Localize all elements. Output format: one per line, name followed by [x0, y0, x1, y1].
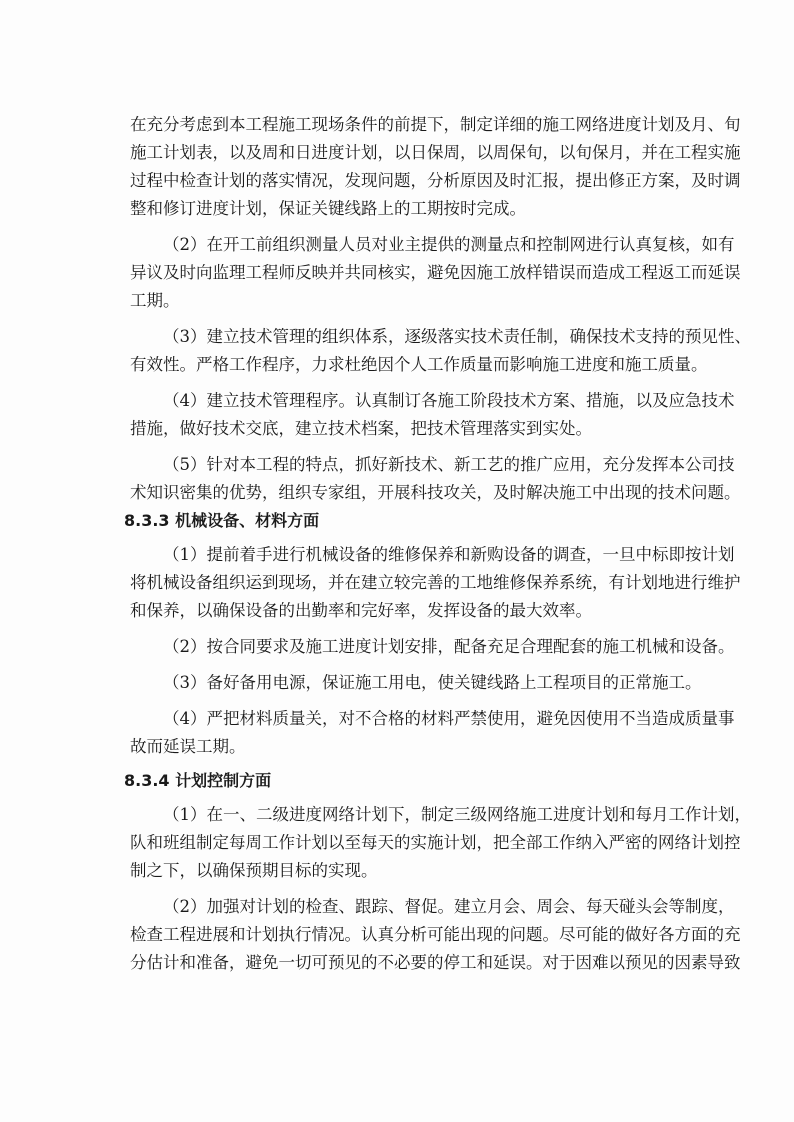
text-line: 异议及时向监理工程师反映并共同核实，避免因施工放样错误而造成工程返工而延误: [130, 263, 741, 282]
text-line: 有效性。严格工作程序，力求杜绝因个人工作质量而影响施工进度和施工质量。: [130, 355, 708, 374]
text-line: 措施，做好技术交底，建立技术档案，把技术管理落实到实处。: [130, 419, 592, 438]
paragraph: [130, 893, 741, 977]
text-line: （1）提前着手进行机械设备的维修保养和新购设备的调查，一旦中标即按计划: [163, 545, 735, 564]
paragraph: [130, 801, 751, 885]
text-line: （4）严把材料质量关，对不合格的材料严禁使用，避免因使用不当造成质量事: [163, 709, 735, 728]
text-line: （2）在开工前组织测量人员对业主提供的测量点和控制网进行认真复核，如有: [163, 235, 735, 254]
paragraph: [130, 451, 741, 507]
text-line: 队和班组制定每周工作计划以至每天的实施计划，把全部工作纳入严密的网络计划控: [130, 833, 741, 852]
text-line: （4）建立技术管理程序。认真制订各施工阶段技术方案、措施，以及应急技术: [163, 391, 735, 410]
text-line: （1）在一、二级进度网络计划下，制定三级网络施工进度计划和每月工作计划，: [163, 805, 751, 824]
paragraph: [130, 323, 751, 379]
paragraph: [130, 541, 741, 625]
text-line: （2）按合同要求及施工进度计划安排，配备充足合理配套的施工机械和设备。: [163, 637, 735, 656]
text-line: 整和修订进度计划，保证关键线路上的工期按时完成。: [130, 199, 526, 218]
paragraph: [130, 387, 735, 443]
section-heading: 8.3.3 机械设备、材料方面: [124, 511, 320, 530]
paragraph: [130, 669, 702, 697]
text-line: （3）备好备用电源，保证施工用电，使关键线路上工程项目的正常施工。: [163, 673, 702, 692]
section-heading: 8.3.4 计划控制方面: [124, 771, 272, 790]
paragraph: [130, 111, 741, 223]
text-line: 分估计和准备，避免一切可预见的不必要的停工和延误。对于因难以预见的因素导致: [130, 953, 741, 972]
paragraph: [130, 705, 735, 761]
text-line: 制之下，以确保预期目标的实现。: [130, 861, 378, 880]
paragraph: [130, 231, 741, 315]
text-line: 工期。: [130, 291, 180, 310]
paragraph: [130, 633, 735, 661]
text-line: 将机械设备组织运到现场，并在建立较完善的工地维修保养系统，有计划地进行维护: [130, 573, 741, 592]
text-line: 故而延误工期。: [130, 737, 246, 756]
text-line: 过程中检查计划的落实情况，发现问题，分析原因及时汇报，提出修正方案，及时调: [130, 171, 741, 190]
text-line: （3）建立技术管理的组织体系，逐级落实技术责任制，确保技术支持的预见性、: [163, 327, 751, 346]
text-line: （5）针对本工程的特点，抓好新技术、新工艺的推广应用，充分发挥本公司技: [163, 455, 735, 474]
text-line: 和保养，以确保设备的出勤率和完好率，发挥设备的最大效率。: [130, 601, 592, 620]
document-body: [124, 111, 751, 977]
text-line: 施工计划表，以及周和日进度计划，以日保周，以周保旬，以旬保月，并在工程实施: [130, 143, 741, 162]
text-line: （2）加强对计划的检查、跟踪、督促。建立月会、周会、每天碰头会等制度，: [163, 897, 735, 916]
text-line: 在充分考虑到本工程施工现场条件的前提下，制定详细的施工网络进度计划及月、旬: [130, 115, 741, 134]
text-line: 术知识密集的优势，组织专家组，开展科技攻关，及时解决施工中出现的技术问题。: [130, 483, 741, 502]
text-line: 检查工程进展和计划执行情况。认真分析可能出现的问题。尽可能的做好各方面的充: [130, 925, 741, 944]
